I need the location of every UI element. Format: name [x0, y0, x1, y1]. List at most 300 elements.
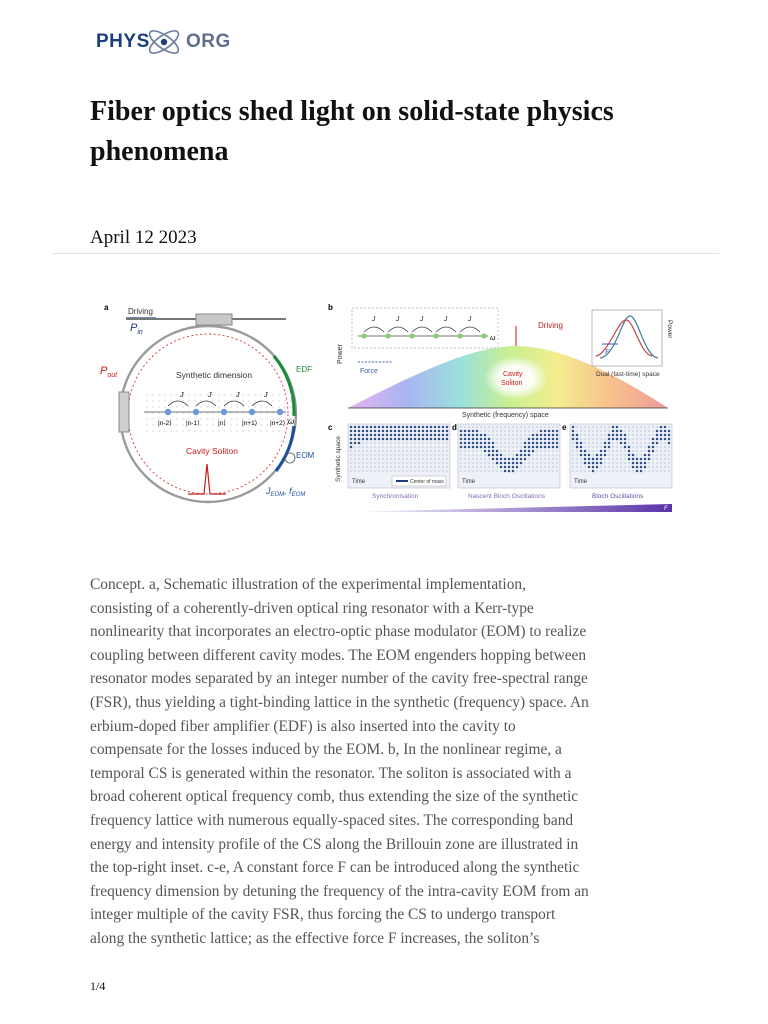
raster-dot: [552, 434, 555, 437]
raster-dot: [596, 458, 599, 461]
raster-dot: [572, 466, 575, 469]
raster-dot: [358, 430, 361, 433]
cavity-soliton-b-line1: Cavity: [503, 371, 523, 378]
raster-dot: [616, 446, 619, 449]
site-b-2: [409, 333, 414, 338]
raster-dot: [418, 450, 421, 453]
raster-dot: [652, 462, 655, 465]
raster-dot: [588, 466, 591, 469]
raster-dot: [604, 430, 607, 433]
raster-dot: [512, 470, 515, 473]
raster-dot: [628, 466, 631, 469]
raster-dot: [422, 430, 425, 433]
raster-dot: [664, 438, 667, 441]
raster-dot: [500, 442, 503, 445]
raster-dot: [402, 470, 405, 473]
coupling-j-b3: J: [420, 316, 424, 323]
raster-dot: [358, 438, 361, 441]
raster-dot: [362, 434, 365, 437]
raster-dot: [476, 434, 479, 437]
raster-dot: [532, 442, 535, 445]
raster-dot: [468, 426, 471, 429]
raster-dot: [430, 466, 433, 469]
coupling-j-b2: J: [396, 316, 400, 323]
raster-dot: [668, 462, 671, 465]
raster-dot: [576, 470, 579, 473]
raster-dot: [516, 470, 519, 473]
raster-dot: [418, 470, 421, 473]
raster-dot: [540, 454, 543, 457]
raster-dot: [500, 426, 503, 429]
raster-dot: [476, 458, 479, 461]
raster-dot: [484, 458, 487, 461]
raster-dot: [358, 434, 361, 437]
raster-dot: [604, 454, 607, 457]
raster-dot: [548, 438, 551, 441]
raster-dot: [422, 438, 425, 441]
raster-dot: [588, 446, 591, 449]
raster-dot: [414, 438, 417, 441]
raster-dot: [378, 430, 381, 433]
panel-d-time: Time: [462, 479, 476, 485]
raster-dot: [604, 458, 607, 461]
raster-dot: [528, 446, 531, 449]
raster-dot: [524, 466, 527, 469]
raster-dot: [552, 462, 555, 465]
raster-dot: [374, 470, 377, 473]
raster-dot: [472, 466, 475, 469]
raster-dot: [508, 462, 511, 465]
cavity-soliton-b-line2: Soliton: [501, 380, 523, 387]
coupling-j-b1: J: [372, 316, 376, 323]
raster-dot: [512, 430, 515, 433]
raster-dot: [414, 458, 417, 461]
raster-dot: [644, 442, 647, 445]
raster-dot: [504, 466, 507, 469]
raster-dot: [434, 434, 437, 437]
raster-dot: [648, 462, 651, 465]
raster-dot: [426, 454, 429, 457]
raster-dot: [446, 434, 449, 437]
raster-dot: [612, 450, 615, 453]
raster-dot: [426, 466, 429, 469]
raster-dot: [460, 454, 463, 457]
raster-dot: [442, 446, 445, 449]
raster-dot: [500, 466, 503, 469]
raster-dot: [374, 426, 377, 429]
raster-dot: [576, 458, 579, 461]
raster-dot: [660, 462, 663, 465]
raster-dot: [394, 470, 397, 473]
raster-dot: [370, 454, 373, 457]
soliton-pulse: [188, 464, 226, 494]
raster-dot: [390, 454, 393, 457]
raster-dot: [410, 466, 413, 469]
raster-dot: [500, 446, 503, 449]
raster-dot: [540, 466, 543, 469]
raster-dot: [592, 466, 595, 469]
raster-dot: [540, 446, 543, 449]
panel-a-label: a: [104, 303, 109, 312]
raster-dot: [496, 438, 499, 441]
raster-dot: [580, 446, 583, 449]
raster-dot: [446, 454, 449, 457]
raster-dot: [532, 450, 535, 453]
raster-dot: [418, 462, 421, 465]
raster-dot: [668, 426, 671, 429]
raster-dot: [668, 458, 671, 461]
raster-dot: [512, 438, 515, 441]
raster-dot: [516, 438, 519, 441]
raster-dot: [394, 446, 397, 449]
raster-dot: [652, 438, 655, 441]
p-out-label: $P_{out}$: [100, 365, 118, 379]
raster-dot: [410, 450, 413, 453]
raster-dot: [406, 434, 409, 437]
raster-dot: [536, 438, 539, 441]
raster-dot: [576, 450, 579, 453]
raster-dot: [430, 434, 433, 437]
raster-dot: [648, 466, 651, 469]
raster-dot: [668, 442, 671, 445]
raster-dot: [520, 438, 523, 441]
raster-dot: [472, 426, 475, 429]
raster-dot: [656, 442, 659, 445]
site-label-1: |n-1⟩: [186, 420, 200, 427]
raster-dot: [556, 470, 559, 473]
raster-dot: [504, 462, 507, 465]
raster-dot: [480, 430, 483, 433]
raster-dot: [596, 454, 599, 457]
raster-dot: [476, 470, 479, 473]
raster-dot: [536, 430, 539, 433]
raster-dot: [464, 450, 467, 453]
raster-dot: [434, 454, 437, 457]
raster-dot: [528, 434, 531, 437]
raster-dot: [406, 458, 409, 461]
raster-dot: [616, 442, 619, 445]
raster-dot: [588, 470, 591, 473]
raster-dot: [612, 434, 615, 437]
raster-dot: [426, 470, 429, 473]
raster-dot: [472, 470, 475, 473]
raster-dot: [536, 434, 539, 437]
raster-dot: [596, 426, 599, 429]
raster-dot: [508, 450, 511, 453]
raster-dot: [516, 450, 519, 453]
raster-dot: [520, 426, 523, 429]
raster-dot: [512, 454, 515, 457]
raster-dot: [476, 442, 479, 445]
raster-dot: [394, 430, 397, 433]
raster-dot: [508, 426, 511, 429]
panel-d-label: d: [452, 423, 457, 432]
raster-dot: [366, 446, 369, 449]
raster-dot: [354, 434, 357, 437]
raster-dot: [616, 458, 619, 461]
raster-dot: [354, 462, 357, 465]
raster-dot: [350, 450, 353, 453]
raster-dot: [528, 426, 531, 429]
raster-dot: [524, 450, 527, 453]
raster-dot: [442, 442, 445, 445]
raster-dot: [366, 430, 369, 433]
raster-dot: [520, 442, 523, 445]
raster-dot: [350, 442, 353, 445]
raster-dot: [366, 462, 369, 465]
raster-dot: [516, 430, 519, 433]
raster-dot: [386, 470, 389, 473]
raster-dot: [608, 470, 611, 473]
raster-dot: [350, 454, 353, 457]
raster-dot: [652, 446, 655, 449]
raster-dot: [410, 446, 413, 449]
raster-dot: [398, 466, 401, 469]
raster-dot: [460, 438, 463, 441]
raster-dot: [600, 434, 603, 437]
raster-dot: [588, 462, 591, 465]
raster-dot: [532, 454, 535, 457]
raster-dot: [414, 430, 417, 433]
raster-dot: [366, 438, 369, 441]
raster-dot: [398, 458, 401, 461]
raster-dot: [668, 430, 671, 433]
raster-dot: [476, 454, 479, 457]
raster-dot: [370, 450, 373, 453]
lattice-a: [144, 392, 294, 436]
raster-dot: [382, 462, 385, 465]
raster-dot: [600, 458, 603, 461]
raster-dot: [496, 450, 499, 453]
raster-dot: [472, 454, 475, 457]
raster-dot: [484, 454, 487, 457]
raster-dot: [378, 442, 381, 445]
raster-dot: [382, 470, 385, 473]
raster-dot: [576, 430, 579, 433]
raster-dot: [648, 430, 651, 433]
raster-dot: [434, 462, 437, 465]
raster-dot: [504, 458, 507, 461]
raster-dot: [596, 446, 599, 449]
raster-dot: [644, 470, 647, 473]
raster-dot: [476, 450, 479, 453]
raster-dot: [410, 442, 413, 445]
raster-dot: [660, 466, 663, 469]
raster-dot: [576, 426, 579, 429]
raster-dot: [418, 466, 421, 469]
raster-dot: [644, 426, 647, 429]
raster-dot: [620, 430, 623, 433]
raster-dot: [620, 466, 623, 469]
raster-dot: [378, 450, 381, 453]
raster-dot: [350, 438, 353, 441]
soliton-glow: [484, 356, 548, 400]
phys-org-logo[interactable]: [92, 22, 232, 64]
raster-dot: [548, 442, 551, 445]
raster-dot: [592, 450, 595, 453]
raster-dot: [390, 446, 393, 449]
raster-dot: [584, 458, 587, 461]
raster-dot: [504, 442, 507, 445]
raster-dot: [354, 450, 357, 453]
raster-dot: [556, 462, 559, 465]
raster-dot: [512, 442, 515, 445]
raster-dot: [472, 458, 475, 461]
raster-dot: [596, 430, 599, 433]
raster-dot: [664, 446, 667, 449]
site-n-2: [165, 409, 171, 415]
raster-dot: [374, 434, 377, 437]
raster-dot: [628, 434, 631, 437]
coupling-j-a3: J: [236, 392, 240, 399]
raster-dot: [410, 438, 413, 441]
panel-c-title: Synchronisation: [372, 493, 419, 500]
raster-dot: [464, 442, 467, 445]
raster-dot: [624, 426, 627, 429]
raster-dot: [576, 462, 579, 465]
raster-dot: [350, 462, 353, 465]
raster-dot: [668, 466, 671, 469]
raster-dot: [426, 438, 429, 441]
raster-dot: [438, 462, 441, 465]
raster-dot: [620, 434, 623, 437]
raster-dot: [460, 470, 463, 473]
raster-dot: [632, 446, 635, 449]
raster-dot: [524, 454, 527, 457]
raster-dot: [430, 426, 433, 429]
raster-dot: [492, 434, 495, 437]
raster-dot: [446, 462, 449, 465]
raster-dot: [446, 426, 449, 429]
raster-dot: [580, 454, 583, 457]
raster-dot: [516, 434, 519, 437]
raster-dot: [366, 426, 369, 429]
raster-dot: [536, 450, 539, 453]
raster-dot: [516, 442, 519, 445]
raster-dot: [414, 426, 417, 429]
raster-dot: [540, 470, 543, 473]
raster-dot: [636, 446, 639, 449]
raster-dot: [656, 462, 659, 465]
raster-dot: [350, 426, 353, 429]
raster-dot: [544, 454, 547, 457]
raster-dot: [406, 442, 409, 445]
raster-dot: [414, 470, 417, 473]
raster-dot: [632, 454, 635, 457]
raster-dot: [442, 426, 445, 429]
raster-dot: [536, 446, 539, 449]
panel-a-driving-label: Driving: [128, 307, 153, 316]
raster-dot: [552, 470, 555, 473]
raster-dot: [516, 458, 519, 461]
raster-dot: [378, 466, 381, 469]
raster-dot: [504, 446, 507, 449]
raster-dot: [652, 458, 655, 461]
raster-dot: [652, 430, 655, 433]
raster-dot: [370, 462, 373, 465]
raster-dot: [460, 466, 463, 469]
raster-dot: [660, 450, 663, 453]
raster-dot: [544, 446, 547, 449]
raster-dot: [402, 466, 405, 469]
article-title: Fiber optics shed light on solid-state physics phenomena: [90, 96, 614, 167]
raster-dot: [624, 458, 627, 461]
raster-dot: [608, 458, 611, 461]
raster-dot: [668, 470, 671, 473]
force-label-b: Force: [360, 368, 378, 375]
panels-cde: [328, 423, 672, 512]
panel-c-time: Time: [352, 479, 366, 485]
raster-dot: [496, 458, 499, 461]
raster-dot: [402, 438, 405, 441]
raster-dot: [604, 466, 607, 469]
raster-dot: [600, 438, 603, 441]
raster-dot: [556, 434, 559, 437]
raster-dot: [584, 446, 587, 449]
raster-dot: [434, 446, 437, 449]
raster-dot: [358, 454, 361, 457]
raster-dot: [556, 438, 559, 441]
raster-dot: [640, 458, 643, 461]
raster-dot: [664, 454, 667, 457]
raster-dot: [516, 466, 519, 469]
raster-dot: [544, 438, 547, 441]
raster-dot: [370, 466, 373, 469]
raster-dot: [476, 466, 479, 469]
raster-dot: [398, 442, 401, 445]
raster-dot: [572, 434, 575, 437]
raster-dot: [386, 462, 389, 465]
raster-dot: [422, 462, 425, 465]
omega-label-a: ω: [288, 417, 295, 426]
raster-dot: [640, 430, 643, 433]
raster-dot: [418, 454, 421, 457]
raster-dot: [660, 446, 663, 449]
raster-dot: [390, 466, 393, 469]
raster-dot: [592, 462, 595, 465]
raster-dot: [660, 434, 663, 437]
raster-dot: [576, 438, 579, 441]
raster-dot: [552, 466, 555, 469]
raster-dot: [382, 438, 385, 441]
raster-dot: [430, 458, 433, 461]
panel-b-ylabel: Power: [337, 344, 344, 364]
raster-dot: [414, 454, 417, 457]
raster-dot: [624, 450, 627, 453]
raster-dot: [612, 466, 615, 469]
raster-dot: [612, 470, 615, 473]
raster-dot: [636, 466, 639, 469]
raster-dot: [648, 450, 651, 453]
panel-c-ylabel: Synthetic space: [335, 436, 342, 482]
raster-dot: [584, 442, 587, 445]
raster-dot: [628, 462, 631, 465]
raster-dot: [612, 458, 615, 461]
raster-dot: [612, 438, 615, 441]
raster-dot: [406, 426, 409, 429]
raster-dot: [484, 426, 487, 429]
raster-dot: [664, 442, 667, 445]
raster-dot: [386, 466, 389, 469]
raster-dot: [468, 458, 471, 461]
raster-dot: [398, 438, 401, 441]
coupling-j-a2: J: [208, 392, 212, 399]
raster-dot: [600, 470, 603, 473]
raster-dot: [464, 454, 467, 457]
raster-dot: [572, 430, 575, 433]
raster-dot: [358, 470, 361, 473]
raster-dot: [592, 446, 595, 449]
